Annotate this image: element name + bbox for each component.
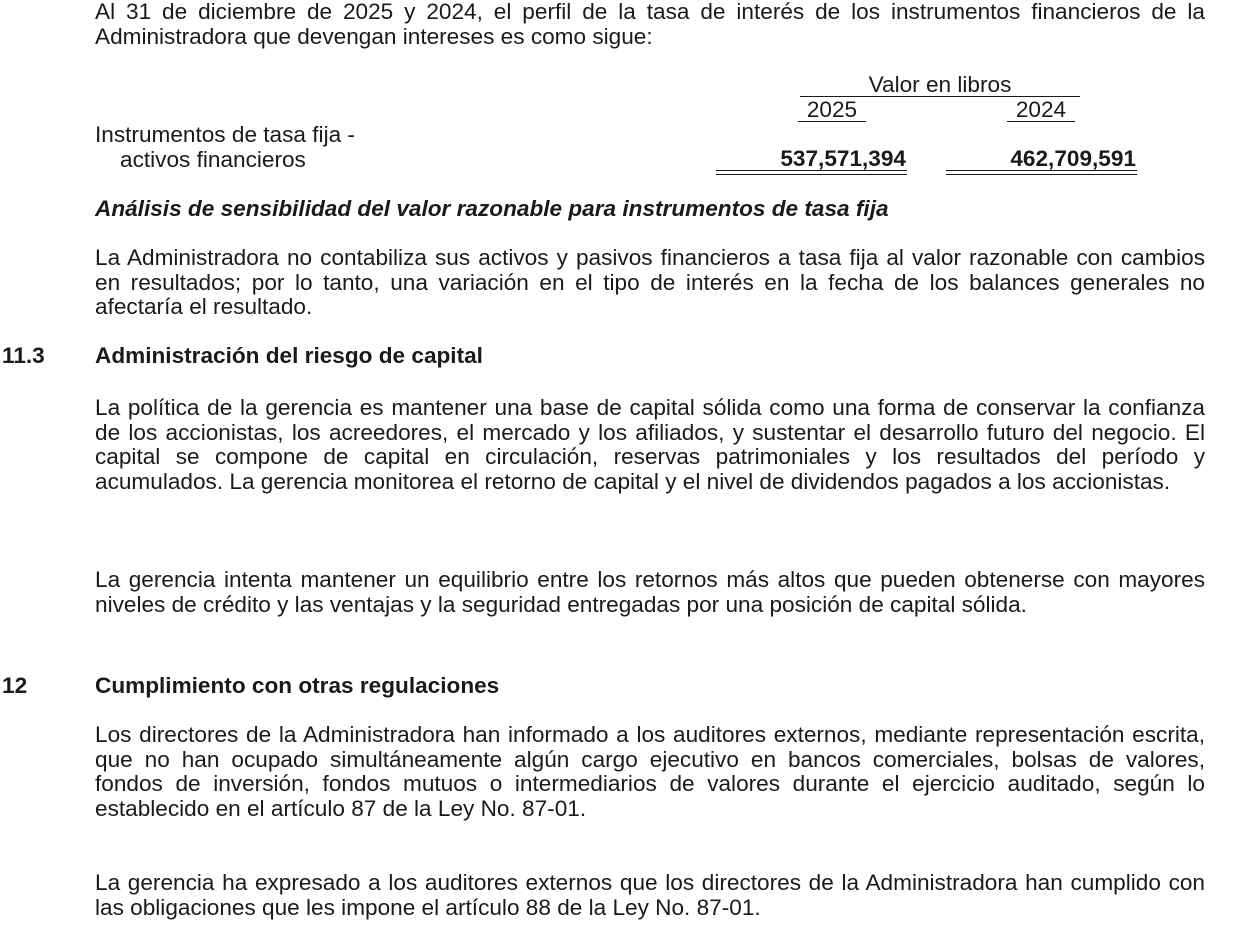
sensitivity-heading: Análisis de sensibilidad del valor razonable para instrumentos de tasa fija (95, 196, 889, 221)
table-year-2025: 2025 (806, 97, 858, 122)
section-12-paragraph-1: Los directores de la Administradora han informado a los auditores externos, mediante representación escrita, que no han ocupado simultáneamente algún cargo ejecutivo en bancos comerciales, bolsas de valores, fondos de inversión, fondos mutuos o intermediarios de valores durante el ejercicio auditado, según lo establecido en el artículo 87 de la Ley No. 87-01. (95, 722, 1205, 821)
table-row-label-line2: activos financieros (120, 147, 306, 172)
sensitivity-paragraph: La Administradora no contabiliza sus activos y pasivos financieros a tasa fija al valor razonable con cambios en resultados; por lo tanto, una variación en el tipo de interés en la fecha de los balances generales no afectaría el resultado. (95, 245, 1205, 319)
section-11-3-title: Administración del riesgo de capital (95, 343, 483, 368)
section-12-number: 12 (2, 673, 28, 698)
year-2025-underline (798, 121, 866, 122)
section-11-3-number: 11.3 (2, 343, 45, 368)
table-year-2024: 2024 (1015, 97, 1067, 122)
table-row-label-line1: Instrumentos de tasa fija - (95, 122, 355, 147)
total-double-underline-2025 (716, 170, 907, 175)
year-2024-underline (1007, 121, 1075, 122)
total-double-underline-2024 (946, 170, 1137, 175)
section-11-3-paragraph-2: La gerencia intenta mantener un equilibrio entre los retornos más altos que pueden obtenerse con mayores niveles de crédito y las ventajas y la seguridad entregadas por una posición de capital sólida. (95, 567, 1205, 617)
table-value-2025: 537,571,394 (780, 146, 906, 171)
table-value-2024: 462,709,591 (1010, 146, 1136, 171)
section-12-title: Cumplimiento con otras regulaciones (95, 673, 500, 698)
table-header-book-value: Valor en libros (868, 72, 1012, 97)
section-12-paragraph-2: La gerencia ha expresado a los auditores externos que los directores de la Administradora han cumplido con las obligaciones que les impone el artículo 88 de la Ley No. 87-01. (95, 870, 1205, 920)
section-11-3-paragraph-1: La política de la gerencia es mantener una base de capital sólida como una forma de conservar la confianza de los accionistas, los acreedores, el mercado y los afiliados, y sustentar el desarrollo futuro del negocio. El capital se compone de capital en circulación, reservas patrimoniales y los resultados del período y acumulados. La gerencia monitorea el retorno de capital y el nivel de dividendos pagados a los accionistas. (95, 395, 1205, 494)
intro-paragraph: Al 31 de diciembre de 2025 y 2024, el perfil de la tasa de interés de los instrumentos financieros de la Administradora que devengan intereses es como sigue: (95, 0, 1205, 49)
